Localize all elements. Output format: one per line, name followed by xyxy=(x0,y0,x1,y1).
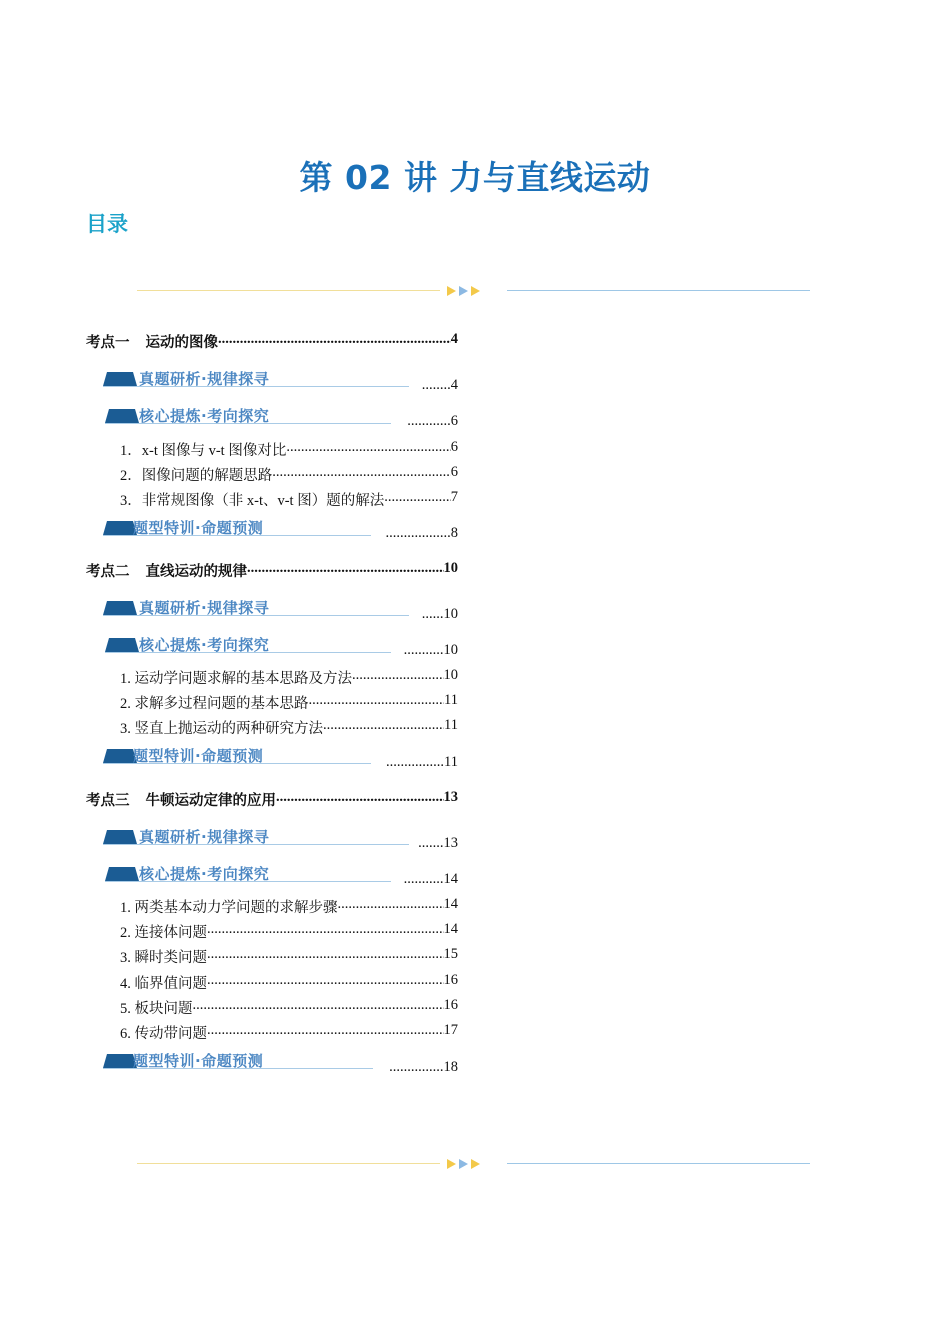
banner-page: .......13 xyxy=(418,835,458,851)
toc-item[interactable]: 2．图像问题的解题思路 ..... 6 xyxy=(120,464,458,485)
banner-marker-icon xyxy=(103,372,143,386)
section-label: 考点一 xyxy=(86,335,130,351)
banner-page: ...........14 xyxy=(403,871,458,887)
banner-title: 真题研析·规律探寻 xyxy=(139,370,270,388)
toc-section-1[interactable] xyxy=(86,331,458,352)
banner-page: ......10 xyxy=(421,606,458,622)
toc-item[interactable]: 1．x-t 图像与 v-t 图像对比 ..... 6 xyxy=(120,439,458,460)
banner-marker-icon xyxy=(103,601,143,615)
banner-page: ................11 xyxy=(386,754,458,770)
banner-tixing-2[interactable] xyxy=(103,745,375,771)
banner-page: ........4 xyxy=(421,377,458,393)
banner-title: 核心提炼·考向探究 xyxy=(139,636,270,654)
banner-title: 题型特训·命题预测 xyxy=(133,1052,264,1070)
section-title: 运动的图像 xyxy=(145,335,218,351)
banner-title: 真题研析·规律探寻 xyxy=(139,828,270,846)
banner-page: ...............18 xyxy=(389,1059,458,1075)
banner-tixing-3[interactable] xyxy=(103,1050,377,1076)
banner-title: 题型特训·命题预测 xyxy=(133,519,264,537)
toc-heading: 目录 xyxy=(86,212,128,236)
top-divider xyxy=(137,284,810,298)
toc-item[interactable]: 4. 临界值问题 ..... 16 xyxy=(120,972,458,993)
banner-page: ............6 xyxy=(407,413,458,429)
bottom-divider xyxy=(137,1157,810,1171)
banner-page: ..................8 xyxy=(385,525,458,541)
section-page: 10 xyxy=(443,560,458,576)
toc-item[interactable]: 2. 连接体问题 ..... 14 xyxy=(120,921,458,942)
section-page: 13 xyxy=(443,789,458,805)
banner-title: 真题研析·规律探寻 xyxy=(139,599,270,617)
toc-item[interactable]: 5. 板块问题 ..... 16 xyxy=(120,997,458,1018)
toc-item[interactable]: 3. 瞬时类问题 ..... 15 xyxy=(120,946,458,967)
banner-title: 题型特训·命题预测 xyxy=(133,747,264,765)
toc-item[interactable]: 1. 运动学问题求解的基本思路及方法 ..... 10 xyxy=(120,667,458,688)
section-label: 考点三 xyxy=(86,793,130,809)
page-title: 第 02 讲 力与直线运动 xyxy=(299,158,651,197)
banner-page: ...........10 xyxy=(403,642,458,658)
section-page: 4 xyxy=(450,331,458,347)
toc-section-3[interactable] xyxy=(86,789,458,810)
arrow-ornament-icon xyxy=(447,284,493,298)
toc-item[interactable]: 2. 求解多过程问题的基本思路 ..... 11 xyxy=(120,692,458,713)
banner-tixing-1[interactable] xyxy=(103,517,375,543)
toc-item[interactable]: 3. 竖直上抛运动的两种研究方法 ..... 11 xyxy=(120,717,458,738)
toc-item[interactable]: 6. 传动带问题 ..... 17 xyxy=(120,1022,458,1043)
toc-item[interactable]: 3．非常规图像（非 x-t、v-t 图）题的解法 ..... 7 xyxy=(120,489,458,510)
toc-section-2[interactable] xyxy=(86,560,458,581)
banner-title: 核心提炼·考向探究 xyxy=(139,865,270,883)
section-title: 牛顿运动定律的应用 xyxy=(145,793,276,809)
section-title: 直线运动的规律 xyxy=(145,564,247,580)
toc-item[interactable]: 1. 两类基本动力学问题的求解步骤 ..... 14 xyxy=(120,896,458,917)
section-label: 考点二 xyxy=(86,564,130,580)
banner-title: 核心提炼·考向探究 xyxy=(139,407,270,425)
arrow-ornament-icon xyxy=(447,1157,493,1171)
banner-marker-icon xyxy=(103,830,143,844)
